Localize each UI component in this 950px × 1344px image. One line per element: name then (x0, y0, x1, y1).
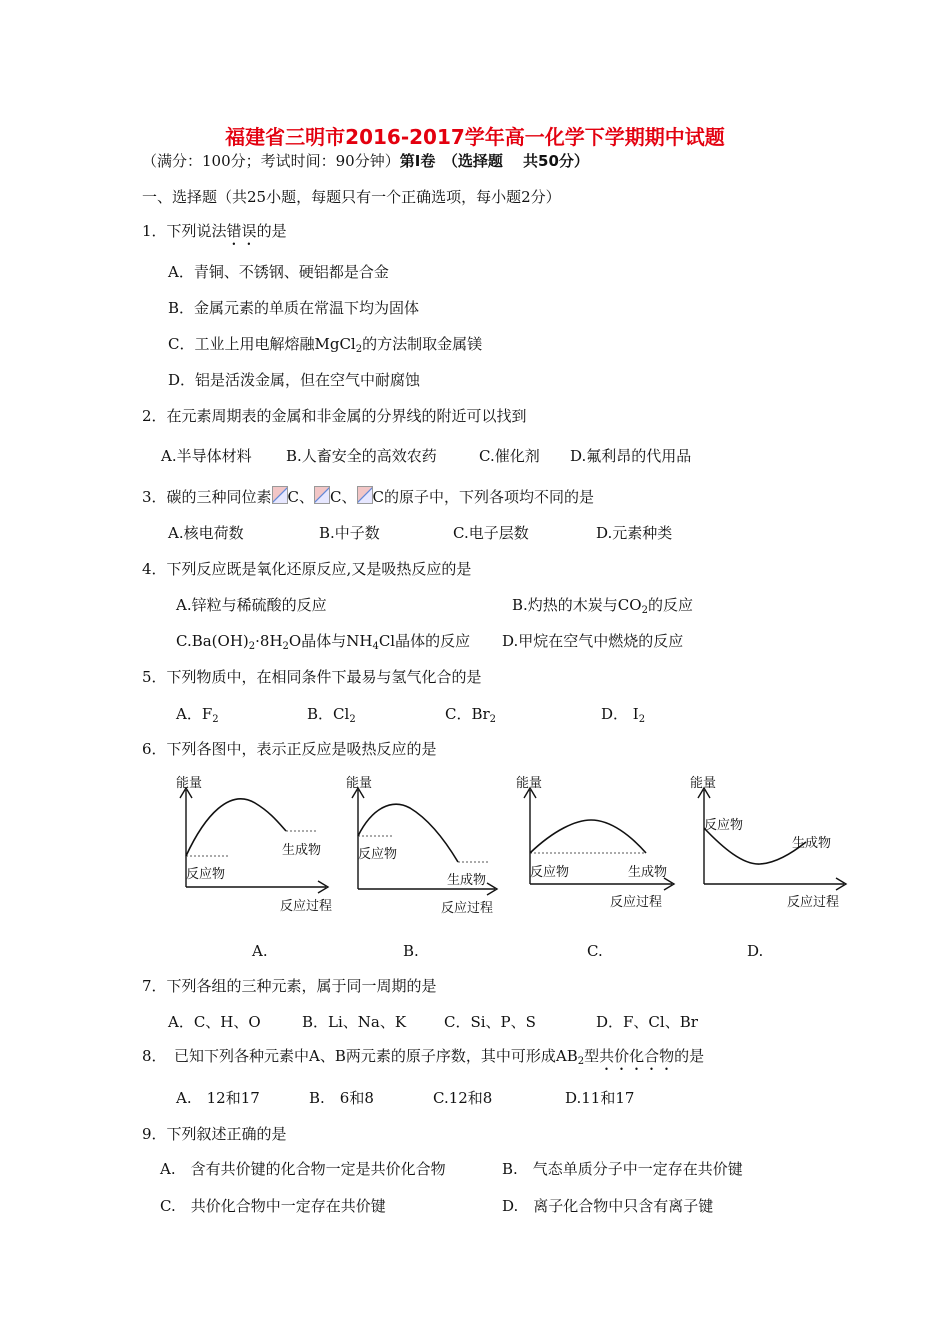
q1-option-a: A．青铜、不锈钢、硬铝都是合金 (168, 263, 389, 281)
q4-c-sub2: 2 (282, 641, 289, 652)
q6-option-d: D. (747, 942, 764, 960)
graph-c-reactant-label: 反应物 (530, 865, 570, 880)
q4-c-part3: O晶体与NH (288, 632, 373, 650)
q8-option-c: C.12和8 (433, 1089, 493, 1107)
q1-option-d: D．铝是活泼金属，但在空气中耐腐蚀 (168, 371, 421, 389)
q7-option-a: A．C、H、O (168, 1013, 261, 1031)
isotope-image-icon (357, 486, 373, 504)
q2-option-a: A.半导体材料 (161, 447, 252, 465)
q3-stem-prefix: 3．碳的三种同位素 (142, 488, 272, 506)
q1-c-prefix: C．工业上用电解熔融MgCl (168, 335, 356, 353)
q7-option-d: D．F、Cl、Br (596, 1013, 698, 1031)
q3-stem-suffix: C的原子中，下列各项均不同的是 (372, 488, 594, 506)
q4-option-b (512, 595, 693, 621)
graph-a-x-label: 反应过程 (280, 899, 333, 914)
q9-option-a: A. 含有共价键的化合物一定是共价化合物 (160, 1160, 446, 1178)
q5-b-text: B．Cl (307, 705, 350, 723)
energy-diagram-b (342, 770, 512, 920)
q1-c-suffix: 的方法制取金属镁 (362, 335, 483, 353)
section-title: 第Ⅰ卷 （选择题 共50分） (399, 152, 589, 170)
graph-c-curve (530, 820, 646, 853)
q2-option-b: B.人畜安全的高效农药 (286, 447, 437, 465)
q2-option-d: D.氟利昂的代用品 (570, 447, 692, 465)
q8-stem-emphasis: 共价化合物 (599, 1047, 675, 1065)
q8-option-b: B. 6和8 (309, 1089, 374, 1107)
graph-b-reactant-label: 反应物 (358, 847, 398, 862)
question-1-stem (142, 221, 287, 249)
q3-option-c: C.电子层数 (453, 524, 529, 542)
graph-d-product-label: 生成物 (792, 836, 832, 851)
q8-stem-suffix: 的是 (674, 1047, 705, 1065)
graph-c-x-label: 反应过程 (610, 895, 663, 910)
q4-c-sub1: 2 (248, 641, 256, 652)
q3-option-b: B.中子数 (319, 524, 380, 542)
energy-diagram-a (170, 770, 340, 920)
q4-b-prefix: B.灼热的木炭与CO (512, 596, 642, 614)
q1-c-sub: 2 (355, 344, 363, 355)
graph-c-product-label: 生成物 (628, 865, 668, 880)
graph-a-product-label: 生成物 (282, 843, 322, 858)
q5-option-a (176, 704, 219, 730)
graph-d-y-label: 能量 (690, 776, 717, 791)
graph-d-x-label: 反应过程 (787, 895, 840, 910)
q4-option-d: D.甲烷在空气中燃烧的反应 (502, 632, 684, 650)
q5-b-sub: 2 (349, 714, 356, 725)
q5-d-sub: 2 (638, 714, 646, 725)
q5-d-text: D． I (601, 705, 639, 723)
question-3-stem (142, 486, 594, 507)
q1-stem-emphasis: 错误 (226, 222, 257, 240)
question-7-stem: 7．下列各组的三种元素，属于同一周期的是 (142, 977, 437, 995)
question-4-stem: 4．下列反应既是氧化还原反应,又是吸热反应的是 (142, 560, 472, 578)
q4-c-part2: ·8H (255, 632, 283, 650)
q9-option-c: C. 共价化合物中一定存在共价键 (160, 1197, 386, 1215)
q1-option-c (168, 334, 482, 360)
question-8-stem (142, 1046, 704, 1074)
q3-sep-1: C、 (287, 488, 315, 506)
q8-stem-mid: 型 (584, 1047, 600, 1065)
q6-option-c: C. (587, 942, 603, 960)
q4-option-a: A.锌粒与稀硫酸的反应 (176, 596, 327, 614)
isotope-image-icon (272, 486, 288, 504)
graph-d-curve (704, 828, 806, 864)
graph-b-product-label: 生成物 (447, 873, 487, 888)
q4-option-c (176, 631, 470, 657)
q4-c-sub3: 4 (372, 641, 379, 652)
question-5-stem: 5．下列物质中，在相同条件下最易与氢气化合的是 (142, 668, 482, 686)
q4-c-part1: C.Ba(OH) (176, 632, 249, 650)
graph-d-reactant-label: 反应物 (704, 818, 744, 833)
q7-option-b: B．Li、Na、K (302, 1013, 407, 1031)
q8-option-d: D.11和17 (565, 1089, 635, 1107)
energy-diagram-d (688, 770, 858, 920)
q8-stem-prefix: 8． 已知下列各种元素中A、B两元素的原子序数，其中可形成AB (142, 1047, 578, 1065)
q5-a-sub: 2 (212, 714, 219, 725)
graph-a-y-label: 能量 (176, 776, 203, 791)
q6-option-a: A. (252, 942, 268, 960)
q6-option-b: B. (403, 942, 419, 960)
q1-option-b: B．金属元素的单质在常温下均为固体 (168, 299, 420, 317)
q5-c-sub: 2 (489, 714, 497, 725)
q5-option-b (307, 704, 356, 730)
graph-a-curve (186, 799, 286, 856)
q4-c-part4: Cl晶体的反应 (378, 632, 471, 650)
q9-option-d: D. 离子化合物中只含有离子键 (502, 1197, 714, 1215)
q4-b-suffix: 的反应 (647, 596, 693, 614)
q7-option-c: C．Si、P、S (444, 1013, 536, 1031)
page-title: 福建省三明市2016-2017学年高一化学下学期期中试题 (225, 125, 725, 149)
exam-info-text: （满分：100分；考试时间：90分钟） (142, 152, 400, 170)
q8-stem-sub: 2 (577, 1056, 585, 1067)
graph-b-y-label: 能量 (346, 776, 373, 791)
q1-stem-prefix: 1．下列说法 (142, 222, 227, 240)
q5-option-d (601, 704, 645, 730)
q9-option-b: B. 气态单质分子中一定存在共价键 (502, 1160, 743, 1178)
question-2-stem: 2．在元素周期表的金属和非金属的分界线的附近可以找到 (142, 407, 527, 425)
graph-b-x-label: 反应过程 (441, 901, 494, 916)
question-9-stem: 9．下列叙述正确的是 (142, 1125, 287, 1143)
q3-option-a: A.核电荷数 (168, 524, 244, 542)
q8-option-a: A. 12和17 (176, 1089, 260, 1107)
q5-option-c (445, 704, 496, 730)
q5-a-text: A．F (176, 705, 213, 723)
exam-info (142, 151, 589, 171)
section-intro: 一、选择题（共25小题，每题只有一个正确选项，每小题2分） (142, 188, 561, 206)
q3-option-d: D.元素种类 (596, 524, 673, 542)
q5-c-text: C．Br (445, 705, 490, 723)
q2-option-c: C.催化剂 (479, 447, 540, 465)
graph-a-reactant-label: 反应物 (186, 867, 226, 882)
energy-diagram-c (516, 770, 686, 920)
q1-stem-suffix: 的是 (256, 222, 287, 240)
q3-sep-2: C、 (330, 488, 357, 506)
question-6-stem: 6．下列各图中，表示正反应是吸热反应的是 (142, 740, 437, 758)
graph-c-y-label: 能量 (516, 776, 543, 791)
isotope-image-icon (314, 486, 330, 504)
q4-b-sub: 2 (641, 605, 648, 616)
